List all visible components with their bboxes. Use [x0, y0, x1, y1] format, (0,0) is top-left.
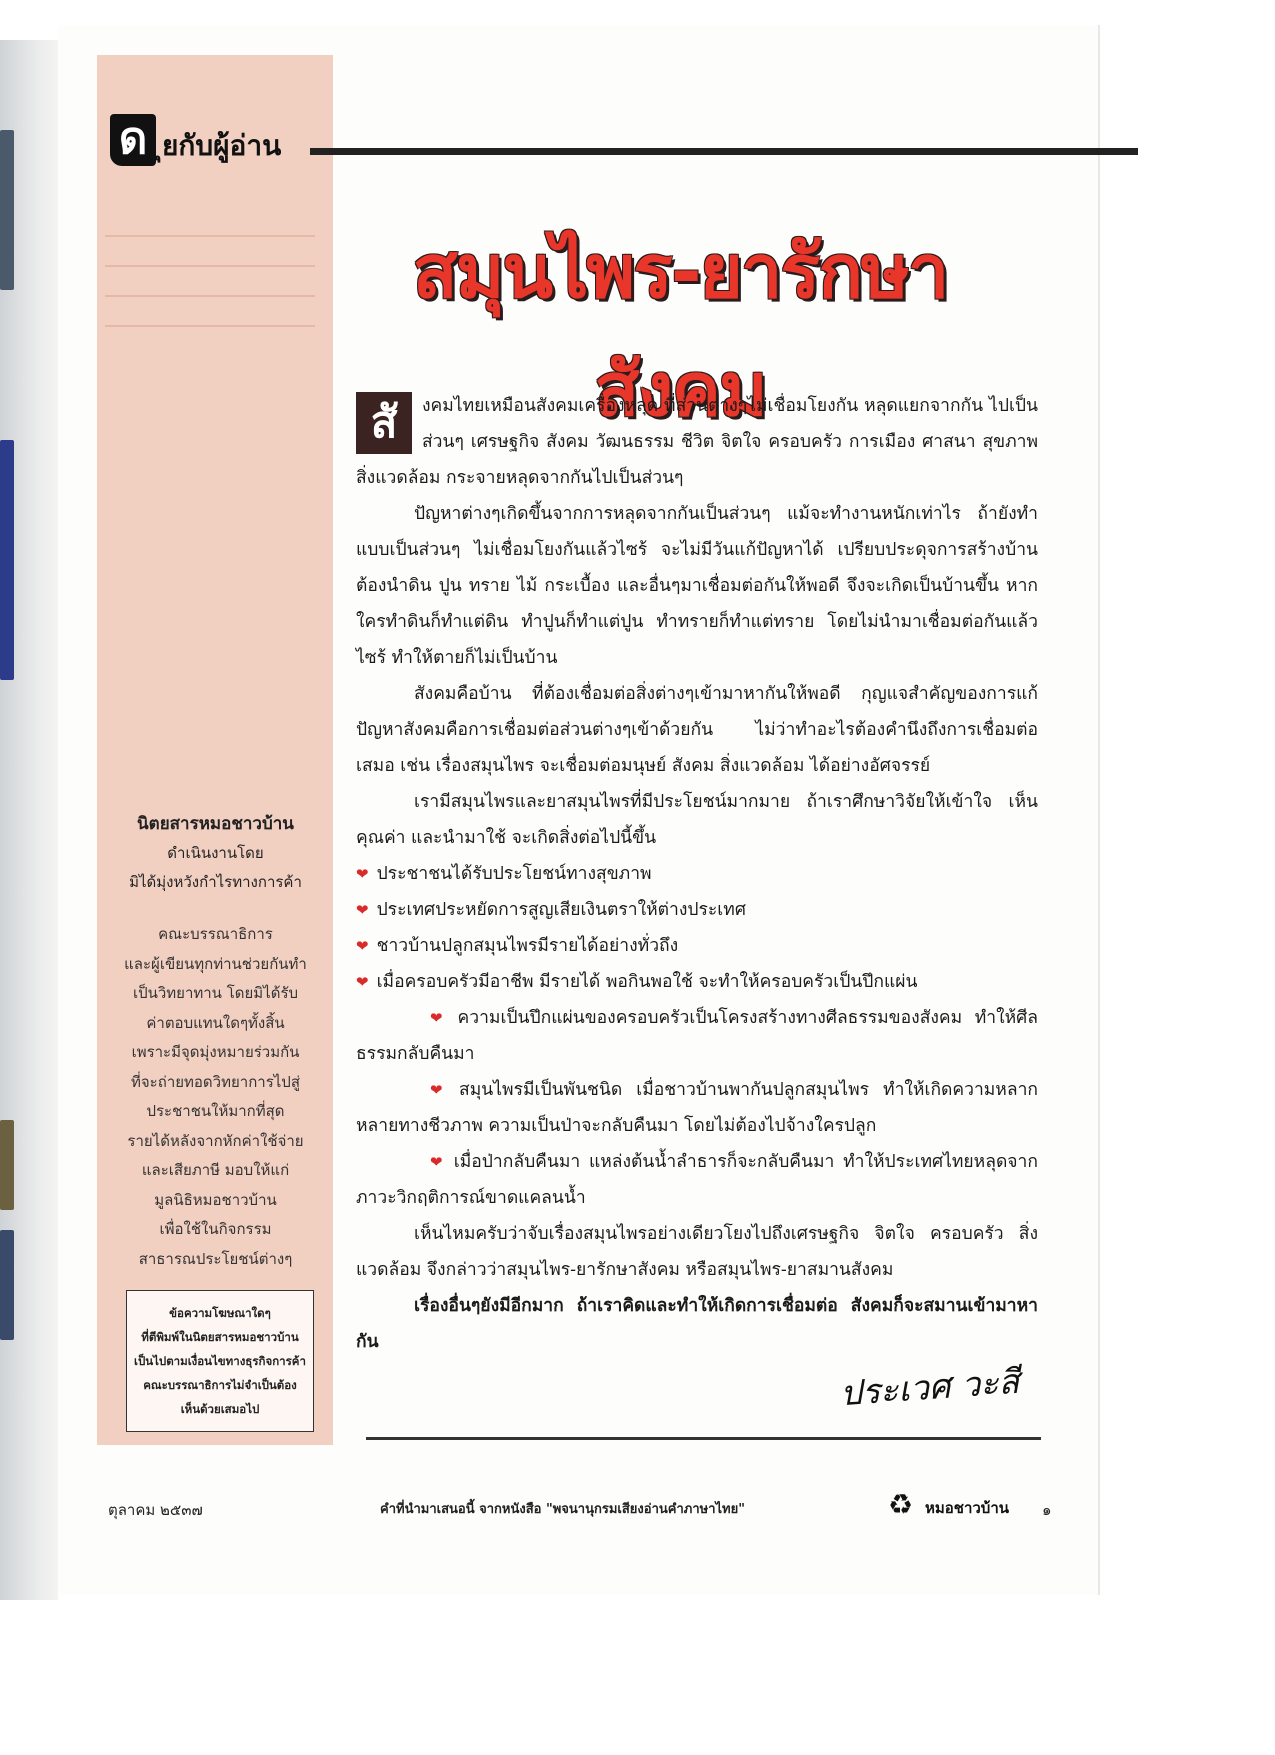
bullet-item: [356, 964, 1038, 1000]
editors-note-line: และเสียภาษี มอบให้แก่: [141, 1161, 290, 1179]
magazine-info: [108, 810, 323, 897]
paragraph: สังคมคือบ้าน ที่ต้องเชื่อมต่อสิ่งต่างๆเข้ามาหากันให้พอดี กุญแจสำคัญของการแก้ปัญหาสังคมคือการเชื่อมต่อส่วนต่างๆเข้าด้วยกัน ไม่ว่าทำอะไรต้องคำนึงถึงการเชื่อมต่อเสมอ เช่น เรื่องสมุนไพร จะเชื่อมต่อมนุษย์ สังคม สิ่งแวดล้อม ได้อย่างอัศจรรย์: [356, 684, 1038, 776]
editors-note-line: เพราะมีจุดมุ่งหมายร่วมกัน: [131, 1043, 300, 1061]
article-title: สมุนไพร-ยารักษาสังคม: [412, 229, 948, 433]
heart-icon: ❤: [356, 973, 369, 991]
paragraph-intro: [356, 388, 1038, 496]
heart-icon: ❤: [430, 1153, 446, 1171]
prev-page-photo: [0, 130, 14, 290]
magazine-name: นิตยสารหมอชาวบ้าน: [137, 814, 294, 834]
paragraph: ปัญหาต่างๆเกิดขึ้นจากการหลุดจากกันเป็นส่วนๆ แม้จะทำงานหนักเท่าไร ถ้ายังทำแบบเป็นส่วนๆ ไม่เชื่อมโยงกันแล้วไซร้ จะไม่มีวันแก้ปัญหาได้ เปรียบประดุจการสร้างบ้าน ต้องนำดิน ปูน ทราย ไม้ กระเบื้อง และอื่นๆมาเชื่อมต่อกันให้พอดี จึงจะเกิดเป็นบ้านขึ้น หากใครทำดินก็ทำแต่ดิน ทำปูนก็ทำแต่ปูน ทำทรายก็ทำแต่ทราย โดยไม่นำมาเชื่อมต่อกันแล้วไซร้ ทำให้ตายก็ไม่เป็นบ้าน: [356, 504, 1038, 668]
paragraph: เห็นไหมครับว่าจับเรื่องสมุนไพรอย่างเดียวโยงไปถึงเศรษฐกิจ จิตใจ ครอบครัว สิ่งแวดล้อม จึงกล่าวว่าสมุนไพร-ยารักษาสังคม หรือสมุนไพร-ยาสมานสังคม: [356, 1224, 1038, 1280]
footer-date: ตุลาคม ๒๕๓๗: [108, 1501, 203, 1519]
bottom-rule: [366, 1437, 1041, 1440]
editors-note-line: และผู้เขียนทุกท่านช่วยกันทำ: [124, 954, 307, 973]
editors-note-line: สาธารณประโยชน์ต่างๆ: [138, 1249, 293, 1268]
heading-rule: [310, 148, 1138, 155]
ad-disclaimer-line: ที่ตีพิมพ์ในนิตยสารหมอชาวบ้าน: [141, 1330, 299, 1344]
bullet-text: เมื่อป่ากลับคืนมา แหล่งต้นน้ำลำธารก็จะกลับคืนมา ทำให้ประเทศไทยหลุดจากภาวะวิกฤติการณ์ขาดแคลนน้ำ: [356, 1152, 1038, 1208]
bullet-text: ประชาชนได้รับประโยชน์ทางสุขภาพ: [376, 864, 652, 884]
bullet-item: [356, 1000, 1038, 1072]
paragraph-closing: เรื่องอื่นๆยังมีอีกมาก ถ้าเราคิดและทำให้เกิดการเชื่อมต่อ สังคมก็จะสมานเข้ามาหากัน: [356, 1296, 1038, 1352]
bullet-text: ชาวบ้านปลูกสมุนไพรมีรายได้อย่างทั่วถึง: [376, 936, 679, 956]
bullet-item: [356, 892, 1038, 928]
bullet-text: เมื่อครอบครัวมีอาชีพ มีรายได้ พอกินพอใช้ จะทำให้ครอบครัวเป็นปึกแผ่น: [376, 972, 918, 992]
heart-icon: ❤: [356, 937, 369, 955]
bullet-item: [356, 1072, 1038, 1144]
ad-disclaimer-box: [126, 1290, 314, 1432]
author-signature: ประเวศ วะสี: [838, 1361, 1021, 1415]
ad-disclaimer-line: เห็นด้วยเสมอไป: [180, 1402, 260, 1416]
operated-by: ดำเนินงานโดย: [167, 844, 264, 862]
prev-page-photo: [0, 440, 14, 680]
editors-note-line: ประชาชนให้มากที่สุด: [146, 1102, 285, 1120]
editors-note-line: เป็นวิทยาทาน โดยมิได้รับ: [132, 984, 299, 1002]
drop-cap: สั: [356, 392, 412, 454]
ad-disclaimer-line: ข้อความโฆษณาใดๆ: [169, 1306, 271, 1320]
prev-page-photo: [0, 1120, 14, 1210]
editors-note-line: มูลนิธิหมอชาวบ้าน: [154, 1190, 277, 1209]
ad-disclaimer-line: คณะบรรณาธิการไม่จำเป็นต้อง: [143, 1378, 297, 1392]
previous-page-edge: [0, 40, 58, 1600]
bullet-item: [356, 856, 1038, 892]
bullet-item: [356, 1144, 1038, 1216]
ad-disclaimer-line: เป็นไปตามเงื่อนไขทางธุรกิจการค้า: [134, 1354, 306, 1368]
bullet-text: สมุนไพรมีเป็นพันชนิด เมื่อชาวบ้านพากันปลูกสมุนไพร ทำให้เกิดความหลากหลายทางชีวภาพ ความเป็นป่าจะกลับคืนมา โดยไม่ต้องไปจ้างใครปลูก: [356, 1080, 1038, 1136]
bullet-text: ความเป็นปึกแผ่นของครอบครัวเป็นโครงสร้างทางศีลธรรมของสังคม ทำให้ศีลธรรมกลับคืนมา: [356, 1008, 1038, 1064]
prev-page-photo: [0, 1230, 14, 1340]
page-number: ๑: [1042, 1501, 1052, 1519]
bullet-item: [356, 928, 1038, 964]
footer-source-note: คำที่นำมาเสนอนี้ จากหนังสือ "พจนานุกรมเสียงอ่านคำภาษาไทย": [380, 1502, 745, 1517]
editors-note-line: เพื่อใช้ในกิจกรรม: [159, 1220, 272, 1238]
paragraph-text: งคมไทยเหมือนสังคมเครื่องหลุด ที่ส่วนต่างๆไม่เชื่อมโยงกัน หลุดแยกจากกัน ไปเป็นส่วนๆ เศรษฐกิจ สังคม วัฒนธรรม ชีวิต จิตใจ ครอบครัว การเมือง ศาสนา สุขภาพ สิ่งแวดล้อม กระจายหลุดจากกันไปเป็นส่วนๆ: [356, 396, 1038, 488]
editors-note-line: รายได้หลังจากหักค่าใช้จ่าย: [127, 1131, 304, 1150]
section-heading: [110, 112, 1030, 172]
editors-note: [108, 920, 323, 1274]
section-heading-text: ุยกับผู้อ่าน: [162, 129, 282, 162]
non-profit-note: มิได้มุ่งหวังกำไรทางการค้า: [129, 873, 302, 891]
heart-icon: ❤: [430, 1081, 452, 1099]
editors-note-line: ค่าตอบแทนใดๆทั้งสิ้น: [146, 1013, 285, 1032]
recycle-icon: ♻: [888, 1488, 914, 1521]
editors-note-line: คณะบรรณาธิการ: [158, 925, 273, 943]
editors-note-line: ที่จะถ่ายทอดวิทยาการไปสู่: [131, 1072, 300, 1091]
heart-icon: ❤: [356, 865, 369, 883]
heart-icon: ❤: [430, 1009, 450, 1027]
footer-magazine-name: หมอชาวบ้าน: [925, 1499, 1010, 1517]
article-body: [356, 388, 1038, 1360]
paragraph: เรามีสมุนไพรและยาสมุนไพรที่มีประโยชน์มากมาย ถ้าเราศึกษาวิจัยให้เข้าใจ เห็นคุณค่า และนำมาใช้ จะเกิดสิ่งต่อไปนี้ขึ้น: [356, 792, 1038, 848]
heart-icon: ❤: [356, 901, 369, 919]
bullet-text: ประเทศประหยัดการสูญเสียเงินตราให้ต่างประเทศ: [376, 900, 746, 920]
section-heading-initial: ด: [110, 114, 156, 166]
